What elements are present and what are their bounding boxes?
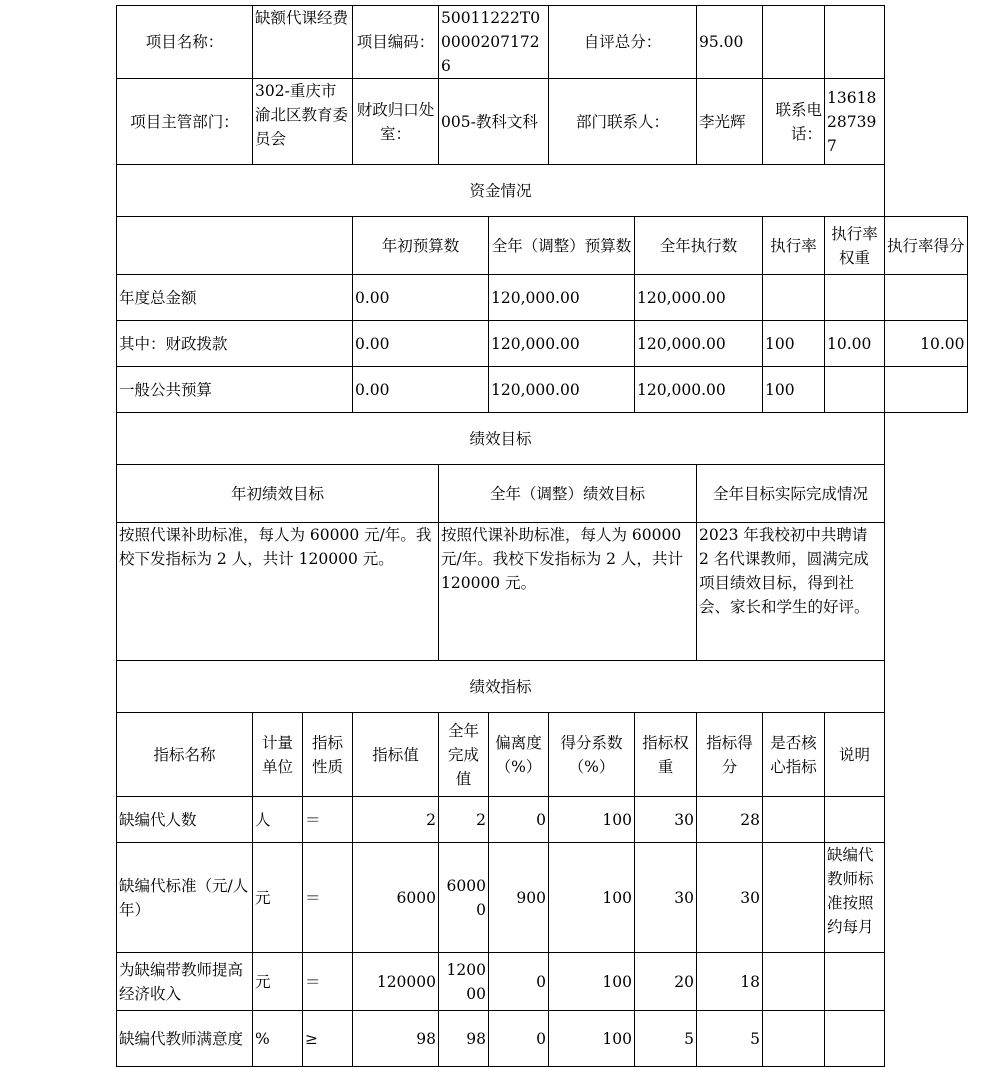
funds-row-score: 10.00 bbox=[885, 321, 968, 367]
goals-header-actual: 全年目标实际完成情况 bbox=[697, 465, 885, 523]
ind-actual: 2 bbox=[439, 797, 489, 843]
contact-label: 部门联系人： bbox=[549, 79, 697, 165]
ind-header-actual: 全年完成值 bbox=[439, 713, 489, 797]
ind-name: 缺编代人数 bbox=[117, 797, 253, 843]
ind-deviation: 0 bbox=[489, 1011, 549, 1067]
funds-row-executed: 120,000.00 bbox=[635, 275, 763, 321]
funds-header-score: 执行率得分 bbox=[885, 217, 968, 275]
goals-header-adjusted: 全年（调整）绩效目标 bbox=[439, 465, 697, 523]
funds-header-weight: 执行率权重 bbox=[825, 217, 885, 275]
funds-row-score bbox=[885, 275, 968, 321]
ind-deviation: 0 bbox=[489, 953, 549, 1011]
ind-core bbox=[763, 843, 825, 953]
empty-cell bbox=[825, 6, 885, 79]
goals-header-initial: 年初绩效目标 bbox=[117, 465, 439, 523]
ind-nature: ＝ bbox=[303, 953, 353, 1011]
ind-unit: 元 bbox=[253, 843, 303, 953]
funds-row-initial: 0.00 bbox=[353, 367, 489, 413]
dept-value: 302-重庆市渝北区教育委员会 bbox=[253, 79, 353, 165]
ind-coef: 100 bbox=[549, 1011, 635, 1067]
funds-row-name: 一般公共预算 bbox=[117, 367, 353, 413]
funds-row bbox=[117, 367, 968, 413]
goals-initial-text: 按照代课补助标准，每人为 60000 元/年。我校下发指标为 2 人，共计 120000 元。 bbox=[117, 523, 439, 661]
funds-row-rate: 100 bbox=[763, 321, 825, 367]
ind-core bbox=[763, 797, 825, 843]
ind-target: 98 bbox=[353, 1011, 439, 1067]
ind-unit: % bbox=[253, 1011, 303, 1067]
ind-target: 2 bbox=[353, 797, 439, 843]
ind-score: 18 bbox=[697, 953, 763, 1011]
ind-deviation: 900 bbox=[489, 843, 549, 953]
indicator-row bbox=[117, 953, 968, 1011]
funds-header-rate: 执行率 bbox=[763, 217, 825, 275]
score-value: 95.00 bbox=[697, 6, 763, 79]
funds-row-initial: 0.00 bbox=[353, 275, 489, 321]
ind-nature: ＝ bbox=[303, 797, 353, 843]
phone-label: 联系电话： bbox=[763, 79, 825, 165]
funds-row-rate: 100 bbox=[763, 367, 825, 413]
funds-row-executed: 120,000.00 bbox=[635, 321, 763, 367]
funds-header-adjusted: 全年（调整）预算数 bbox=[489, 217, 635, 275]
project-code-label: 项目编码： bbox=[353, 6, 439, 79]
indicator-row bbox=[117, 797, 968, 843]
phone-value: 13618287397 bbox=[825, 79, 885, 165]
indicators-section-title: 绩效指标 bbox=[117, 661, 885, 713]
ind-target: 6000 bbox=[353, 843, 439, 953]
ind-score: 5 bbox=[697, 1011, 763, 1067]
project-code-value: 50011222T000002071726 bbox=[439, 6, 549, 79]
goals-section-title: 绩效目标 bbox=[117, 413, 885, 465]
ind-nature: ≥ bbox=[303, 1011, 353, 1067]
ind-actual: 98 bbox=[439, 1011, 489, 1067]
contact-value: 李光辉 bbox=[697, 79, 763, 165]
performance-self-evaluation-table bbox=[116, 5, 968, 1067]
ind-header-name: 指标名称 bbox=[117, 713, 253, 797]
ind-header-target: 指标值 bbox=[353, 713, 439, 797]
ind-weight: 30 bbox=[635, 797, 697, 843]
ind-note bbox=[825, 797, 885, 843]
ind-score: 30 bbox=[697, 843, 763, 953]
funds-header-executed: 全年执行数 bbox=[635, 217, 763, 275]
ind-note bbox=[825, 1011, 885, 1067]
funds-row bbox=[117, 321, 968, 367]
ind-coef: 100 bbox=[549, 953, 635, 1011]
ind-header-coef: 得分系数（%） bbox=[549, 713, 635, 797]
dept-label: 项目主管部门： bbox=[117, 79, 253, 165]
goals-adjusted-text: 按照代课补助标准，每人为 60000 元/年。我校下发指标为 2 人，共计 120000 元。 bbox=[439, 523, 697, 661]
funds-row-name: 其中：财政拨款 bbox=[117, 321, 353, 367]
ind-note: 缺编代教师标准按照约每月 bbox=[825, 843, 885, 953]
project-name-label: 项目名称： bbox=[117, 6, 253, 79]
funds-section-title: 资金情况 bbox=[117, 165, 885, 217]
ind-nature: ＝ bbox=[303, 843, 353, 953]
indicator-row bbox=[117, 1011, 968, 1067]
finance-value: 005-教科文科 bbox=[439, 79, 549, 165]
ind-coef: 100 bbox=[549, 797, 635, 843]
funds-header-initial: 年初预算数 bbox=[353, 217, 489, 275]
goals-actual-text: 2023 年我校初中共聘请 2 名代课教师，圆满完成项目绩效目标，得到社会、家长和学生的好评。 bbox=[697, 523, 885, 661]
ind-target: 120000 bbox=[353, 953, 439, 1011]
funds-row-weight bbox=[825, 367, 885, 413]
project-name-value: 缺额代课经费 bbox=[253, 6, 353, 79]
funds-row-score bbox=[885, 367, 968, 413]
ind-actual: 60000 bbox=[439, 843, 489, 953]
ind-deviation: 0 bbox=[489, 797, 549, 843]
ind-core bbox=[763, 953, 825, 1011]
ind-header-score: 指标得分 bbox=[697, 713, 763, 797]
ind-actual: 120000 bbox=[439, 953, 489, 1011]
funds-row-rate bbox=[763, 275, 825, 321]
funds-row-initial: 0.00 bbox=[353, 321, 489, 367]
finance-label: 财政归口处室： bbox=[353, 79, 439, 165]
ind-note bbox=[825, 953, 885, 1011]
ind-name: 为缺编带教师提高经济收入 bbox=[117, 953, 253, 1011]
ind-header-core: 是否核心指标 bbox=[763, 713, 825, 797]
ind-weight: 30 bbox=[635, 843, 697, 953]
indicator-row bbox=[117, 843, 968, 953]
ind-weight: 5 bbox=[635, 1011, 697, 1067]
ind-score: 28 bbox=[697, 797, 763, 843]
empty-cell bbox=[763, 6, 825, 79]
ind-unit: 人 bbox=[253, 797, 303, 843]
funds-row-weight: 10.00 bbox=[825, 321, 885, 367]
funds-row-name: 年度总金额 bbox=[117, 275, 353, 321]
ind-coef: 100 bbox=[549, 843, 635, 953]
funds-row-adjusted: 120,000.00 bbox=[489, 321, 635, 367]
ind-unit: 元 bbox=[253, 953, 303, 1011]
funds-row-adjusted: 120,000.00 bbox=[489, 367, 635, 413]
ind-header-nature: 指标性质 bbox=[303, 713, 353, 797]
funds-row-adjusted: 120,000.00 bbox=[489, 275, 635, 321]
ind-name: 缺编代教师满意度 bbox=[117, 1011, 253, 1067]
funds-row-executed: 120,000.00 bbox=[635, 367, 763, 413]
ind-weight: 20 bbox=[635, 953, 697, 1011]
ind-header-unit: 计量单位 bbox=[253, 713, 303, 797]
ind-name: 缺编代标准（元/人年） bbox=[117, 843, 253, 953]
funds-row-weight bbox=[825, 275, 885, 321]
ind-header-deviation: 偏离度（%） bbox=[489, 713, 549, 797]
score-label: 自评总分： bbox=[549, 6, 697, 79]
ind-header-weight: 指标权重 bbox=[635, 713, 697, 797]
ind-core bbox=[763, 1011, 825, 1067]
ind-header-note: 说明 bbox=[825, 713, 885, 797]
funds-row bbox=[117, 275, 968, 321]
funds-header-blank bbox=[117, 217, 353, 275]
